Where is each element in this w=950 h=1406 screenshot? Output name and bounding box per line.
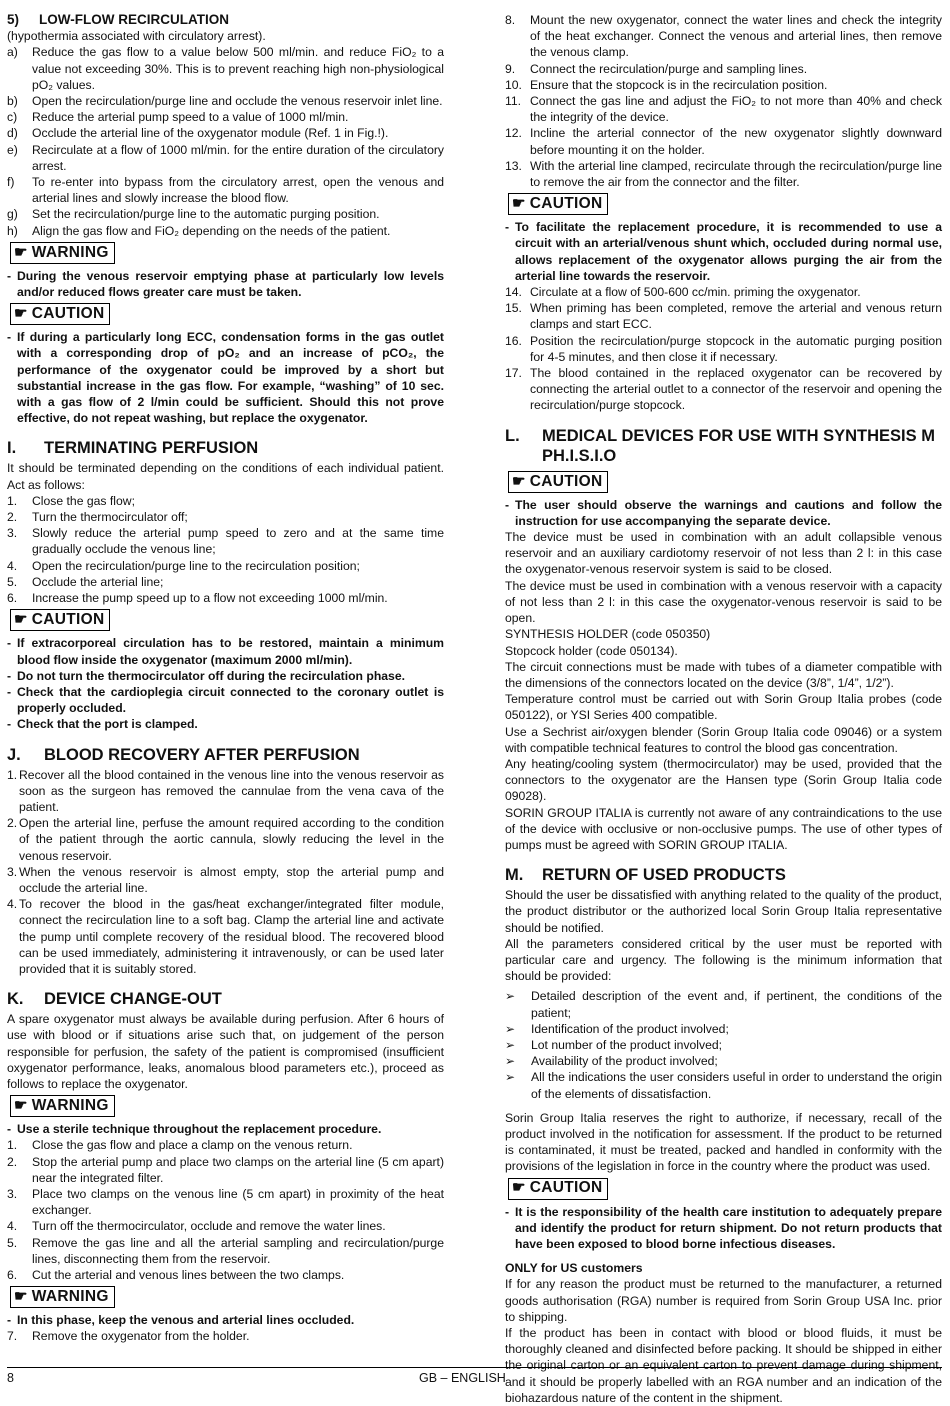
list-item-label: 3. [7, 1186, 18, 1201]
paragraph: Use a Sechrist air/oxygen blender (Sorin Group Italia code 09046) or a system with compatible technical features to control the blood gas concentration. [505, 724, 942, 755]
list-item [7, 174, 444, 206]
dash-marker: - [7, 717, 12, 732]
section-title: LOW-FLOW RECIRCULATION [39, 12, 229, 27]
notice-text: If during a particularly long ECC, condensation forms in the gas outlet with a corresponding drop of pO₂ and an increase of pCO₂, the performance of the oxygenator could be improved by a short but substantial increase in the gas flow. For example, “washing” of 10 sec. with a gas flow of 2 l/min could be sufficient. Should this not prove effective, do not repeat washing, but replace the oxygenator. [17, 330, 444, 426]
list-item-label: 15. [505, 301, 522, 316]
notice-text: During the venous reservoir emptying phase at particularly low levels and/or reduced flows greater care must be taken. [17, 268, 444, 300]
caution-badge [10, 609, 110, 631]
list-item [7, 558, 444, 574]
paragraph: The circuit connections must be made with tubes of a diameter compatible with the dimensions of the connectors located on the device (3/8”, 1/4”, 1/2”). [505, 659, 942, 690]
paragraph: Any heating/cooling system (thermocirculator) may be used, provided that the connectors to the oxygenator are the Hansen type (Sorin Group Italia code 09028). [505, 756, 942, 804]
right-column [505, 12, 942, 1406]
paragraph: SYNTHESIS HOLDER (code 050350) [505, 627, 711, 642]
notice-item [7, 635, 444, 667]
list-item [505, 365, 942, 414]
list-item-text: Occlude the arterial line of the oxygenator module (Ref. 1 in Fig.!). [32, 126, 389, 141]
list-item-label: 1. [7, 767, 18, 782]
list-item-text: Stop the arterial pump and place two clamps on the arterial line (5 cm apart) near the integrated filter. [32, 1154, 444, 1185]
list-item-text: Incline the arterial connector of the new oxygenator slightly downward before mounting it on the holder. [530, 126, 942, 157]
notice-text: The user should observe the warnings and cautions and follow the instruction for use accompanying the separate device. [515, 497, 942, 528]
section-letter: M. [505, 866, 524, 885]
caution-badge [508, 193, 608, 215]
notice-item [7, 716, 444, 732]
caution-badge [10, 303, 110, 325]
list-item [7, 1328, 444, 1344]
list-item-label: 3. [7, 526, 18, 541]
list-item [7, 590, 444, 606]
list-item [7, 44, 444, 93]
list-item-text: Connect the recirculation/purge and sampling lines. [530, 61, 808, 76]
section-title: DEVICE CHANGE-OUT [44, 990, 222, 1009]
arrow-bullet-icon: ➢ [505, 1021, 516, 1036]
warning-badge [10, 242, 115, 264]
caution-label: CAUTION [31, 611, 105, 629]
list-item-label: c) [7, 110, 18, 125]
list-item [7, 223, 444, 239]
list-item-label: 6. [7, 1268, 18, 1282]
list-item-text: Position the recirculation/purge stopcock in the automatic purging position for 4-5 minutes, and then close it if necessary. [530, 333, 942, 364]
list-item-label: 4. [7, 1219, 18, 1234]
section-heading-5 [7, 12, 444, 28]
list-item-label: e) [7, 142, 18, 157]
arrow-bullet-icon: ➢ [505, 1054, 516, 1069]
section-subtitle: (hypothermia associated with circulatory arrest). [7, 29, 266, 44]
bullet-item [505, 1069, 942, 1101]
list-item-text: Mount the new oxygenator, connect the water lines and check the integrity of the heat exchanger. Connect the venous and arterial lines, then remove the venous clamp. [530, 13, 942, 60]
list-item [505, 300, 942, 332]
notice-item [7, 684, 444, 716]
list-item-text: Close the gas flow; [32, 493, 135, 508]
bullet-text: Lot number of the product involved; [531, 1037, 723, 1052]
list-item [7, 93, 444, 109]
dash-marker: - [505, 220, 510, 235]
notice-text: In this phase, keep the venous and arterial lines occluded. [17, 1313, 355, 1328]
list-item [7, 767, 444, 816]
list-item [7, 1235, 444, 1267]
caution-badge [508, 471, 608, 493]
list-item [7, 1137, 444, 1153]
pointing-hand-icon: ☛ [14, 305, 28, 323]
list-item [505, 77, 942, 93]
pointing-hand-icon: ☛ [512, 1179, 526, 1197]
list-item-label: 5. [7, 1235, 18, 1250]
notice-text: To facilitate the replacement procedure, it is recommended to use a circuit with an arterial/venous shunt which, occluded during normal use, allows replacement of the oxygenator allows purging the air from the arterial line towards the reservoir. [515, 220, 942, 283]
list-item-label: 3. [7, 864, 18, 879]
bullet-item [505, 1037, 942, 1053]
page-footer [7, 1367, 942, 1389]
dash-marker: - [7, 330, 12, 345]
us-heading: ONLY for US customers [505, 1261, 643, 1276]
bullet-item [505, 1021, 942, 1037]
section-heading-j [7, 745, 444, 765]
section-heading-m [505, 865, 942, 885]
list-item [7, 815, 444, 864]
list-item-text: With the arterial line clamped, recirculate through the recirculation/purge line to remove the air from the connector and the filter. [530, 158, 942, 190]
paragraph: All the parameters considered critical by the user must be reported with particular care and urgency. The following is the minimum information that should be provided: [505, 936, 942, 984]
pointing-hand-icon: ☛ [14, 1097, 28, 1115]
paragraph: Sorin Group Italia reserves the right to authorize, if necessary, recall of the product involved in the notification for assessment. If the product to be returned is contaminated, it must be treated, packed and handled in conformity with the provisions of the legislation in force in the country where the product was used. [505, 1110, 942, 1174]
list-item [7, 1267, 444, 1283]
notice-item [505, 497, 942, 529]
list-item-label: 2. [7, 510, 18, 525]
list-item-label: 14. [505, 285, 522, 300]
list-item-label: 7. [7, 1329, 18, 1344]
list-item-label: a) [7, 45, 18, 60]
paragraph: It should be terminated depending on the conditions of each individual patient. Act as follows: [7, 461, 444, 492]
list-item [7, 1154, 444, 1186]
caution-label: CAUTION [529, 195, 603, 213]
warning-badge [10, 1286, 115, 1308]
notice-item [505, 219, 942, 284]
list-item-text: Remove the gas line and all the arterial sampling and recirculation/purge lines, disconnecting them from the reservoir. [32, 1235, 444, 1266]
list-item [7, 509, 444, 525]
warning-label: WARNING [31, 1097, 109, 1115]
notice-text: Check that the cardioplegia circuit connected to the coronary outlet is properly occluded. [17, 684, 444, 716]
list-item-text: Recover all the blood contained in the venous line into the venous reservoir as soon as the surgeon has removed the cannulae from the vena cava of the patient. [19, 767, 444, 814]
notice-item [7, 268, 444, 300]
list-item-text: Circulate at a flow of 500-600 cc/min. priming the oxygenator. [530, 285, 861, 300]
list-item [7, 574, 444, 590]
list-item-text: Ensure that the stopcock is in the recirculation position. [530, 77, 828, 92]
list-item-text: Open the arterial line, perfuse the amount required according to the condition of the patient through the aortic cannula, slowly reducing the level in the venous reservoir. [19, 816, 444, 863]
list-item-text: To re-enter into bypass from the circulatory arrest, open the venous and arterial lines and slowly increase the blood flow. [32, 175, 444, 206]
list-item-label: 17. [505, 366, 522, 381]
notice-item [7, 668, 444, 684]
list-item-text: Close the gas flow and place a clamp on the venous return. [32, 1138, 353, 1153]
notice-text: Use a sterile technique throughout the replacement procedure. [17, 1122, 382, 1137]
list-item-text: Cut the arterial and venous lines between the two clamps. [32, 1268, 345, 1282]
list-item-label: 10. [505, 77, 522, 92]
list-item-text: Align the gas flow and FiO₂ depending on the needs of the patient. [32, 223, 391, 238]
list-item-text: Turn the thermocirculator off; [32, 510, 188, 525]
footer-language: GB – ENGLISH [419, 1371, 506, 1385]
page-number: 8 [7, 1371, 14, 1385]
section-title: TERMINATING PERFUSION [44, 439, 259, 458]
list-item-text: When priming has been completed, remove the arterial and venous return clamps and start ECC. [530, 301, 942, 332]
pointing-hand-icon: ☛ [512, 472, 526, 490]
notice-item [505, 1204, 942, 1253]
list-item [7, 1218, 444, 1234]
list-item-label: 9. [505, 61, 516, 76]
list-item-label: 1. [7, 493, 18, 508]
list-item-label: 4. [7, 897, 18, 912]
dash-marker: - [505, 1204, 510, 1219]
dash-marker: - [7, 268, 12, 283]
paragraph: If for any reason the product must be returned to the manufacturer, a returned goods authorisation (RGA) number is required from Sorin Group USA Inc. prior to shipping. [505, 1277, 942, 1324]
arrow-bullet-icon: ➢ [505, 989, 516, 1004]
caution-badge [508, 1178, 608, 1200]
arrow-bullet-icon: ➢ [505, 1037, 516, 1052]
list-item-text: Reduce the arterial pump speed to a value of 1000 ml/min. [32, 110, 349, 125]
dash-marker: - [7, 668, 12, 683]
notice-item [7, 329, 444, 426]
list-item [7, 493, 444, 509]
section-heading-l [505, 426, 942, 466]
arrow-bullet-icon: ➢ [505, 1070, 516, 1085]
paragraph: Stopcock holder (code 050134). [505, 643, 678, 658]
list-item-label: 2. [7, 1154, 18, 1169]
list-item [7, 109, 444, 125]
section-title: BLOOD RECOVERY AFTER PERFUSION [44, 745, 360, 764]
paragraph: A spare oxygenator must always be available during perfusion. After 6 hours of use with blood or if situations arise such that, on judgement of the person responsible for perfusion, the safety of the patient is compromised (insufficient oxygenator performance, leaks, anomalous blood parameters etc.), proceed as follows to replace the oxygenator. [7, 1012, 444, 1091]
list-item-text: Occlude the arterial line; [32, 574, 164, 589]
list-item [505, 333, 942, 365]
caution-label: CAUTION [31, 305, 105, 323]
list-item [7, 125, 444, 141]
list-item-label: b) [7, 94, 18, 109]
dash-marker: - [7, 1122, 12, 1137]
list-item-text: Open the recirculation/purge line and occlude the venous reservoir inlet line. [32, 94, 443, 109]
bullet-item [505, 1053, 942, 1069]
bullet-text: Detailed description of the event and, if pertinent, the conditions of the patient; [531, 989, 942, 1020]
caution-label: CAUTION [529, 1179, 603, 1197]
warning-badge [10, 1095, 115, 1117]
pointing-hand-icon: ☛ [14, 1288, 28, 1306]
paragraph: The device must be used in combination with an adult collapsible venous reservoir and an auxiliary cardiotomy reservoir of not less than 2 l: in this case the oxygenator-venous reservoir system is said to be closed. [505, 530, 942, 577]
notice-text: Check that the port is clamped. [17, 717, 198, 732]
list-item-text: Open the recirculation/purge line to the recirculation position; [32, 558, 360, 573]
bullet-text: All the indications the user considers useful in order to understand the origin of the elements of dissatisfaction. [531, 1070, 942, 1101]
paragraph: SORIN GROUP ITALIA is currently not aware of any contraindications to the use of the device with occlusive or non-occlusive pumps. The use of other types of pumps must be agreed with SORIN GROUP ITALIA. [505, 805, 942, 852]
notice-item [7, 1121, 444, 1137]
paragraph: If the product has been in contact with blood or blood fluids, it must be thoroughly cleaned and disinfected before packing. It should be shipped in either the original carton or an equivalent carton to prevent damage during shipment, and it should be properly labelled with an RGA number and an indication of the biohazardous nature of the content in the shipment. [505, 1326, 942, 1405]
list-item-label: h) [7, 223, 18, 238]
dash-marker: - [7, 1313, 12, 1328]
list-item-label: 6. [7, 591, 18, 606]
section-title: MEDICAL DEVICES FOR USE WITH SYNTHESIS M PH.I.S.I.O [542, 426, 935, 465]
list-item-text: The blood contained in the replaced oxygenator can be recovered by connecting the arterial outlet to a connector of the reservoir and opening the recirculation/purge stopcock. [530, 366, 942, 413]
list-item-label: 4. [7, 558, 18, 573]
paragraph: Should the user be dissatisfied with anything related to the quality of the product, the product distributor or the authorized local Sorin Group Italia representative should be notified. [505, 888, 942, 935]
notice-text: Do not turn the thermocirculator off during the recirculation phase. [17, 668, 405, 683]
list-item [505, 284, 942, 300]
list-item [7, 206, 444, 222]
list-item-label: 2. [7, 816, 18, 831]
list-item [7, 896, 444, 977]
dash-marker: - [505, 497, 510, 512]
list-item-label: d) [7, 126, 18, 141]
list-item-label: 8. [505, 13, 516, 27]
list-item-text: When the venous reservoir is almost empty, stop the arterial pump and occlude the arterial line. [19, 864, 444, 895]
section-title: RETURN OF USED PRODUCTS [542, 866, 786, 885]
warning-label: WARNING [31, 243, 109, 261]
list-item [7, 142, 444, 174]
list-item-label: f) [7, 175, 15, 190]
list-item [505, 12, 942, 61]
section-heading-i [7, 438, 444, 458]
pointing-hand-icon: ☛ [14, 243, 28, 261]
pointing-hand-icon: ☛ [512, 195, 526, 213]
bullet-text: Identification of the product involved; [531, 1021, 729, 1036]
caution-label: CAUTION [529, 472, 603, 490]
bullet-item [505, 988, 942, 1020]
section-letter: L. [505, 426, 520, 445]
left-column [7, 12, 444, 1345]
list-item-label: 13. [505, 158, 522, 173]
list-item-text: Place two clamps on the venous line (5 cm apart) in proximity of the heat exchanger. [32, 1186, 444, 1218]
list-item [505, 125, 942, 157]
list-item-text: Reduce the gas flow to a value below 500 ml/min. and reduce FiO₂ to a value not exceeding 30%. This is to prevent reaching high non-physiological pO₂ values. [32, 45, 444, 92]
list-item-label: 1. [7, 1138, 18, 1153]
section-heading-k [7, 989, 444, 1009]
list-item-text: Remove the oxygenator from the holder. [32, 1329, 250, 1344]
notice-text: If extracorporeal circulation has to be restored, maintain a minimum blood flow inside the oxygenator (maximum 2000 ml/min). [17, 636, 444, 667]
list-item [7, 864, 444, 896]
dash-marker: - [7, 636, 12, 651]
list-item-label: g) [7, 207, 18, 222]
list-item-text: Recirculate at a flow of 1000 ml/min. for the entire duration of the circulatory arrest. [32, 142, 444, 173]
list-item-label: 5. [7, 574, 18, 589]
warning-label: WARNING [31, 1288, 109, 1306]
list-item-text: To recover the blood in the gas/heat exchanger/integrated filter module, connect the recirculation line to a soft bag. Clamp the arterial line and activate the pump until complete recovery of the residual blood. The recovered blood can be used immediately, administering it intravenously, or can be used later provided that it is suitably stored. [19, 897, 444, 976]
list-item-text: Slowly reduce the arterial pump speed to zero and at the same time gradually occlude the venous line; [32, 526, 444, 557]
list-item-text: Increase the pump speed up to a flow not exceeding 1000 ml/min. [32, 591, 388, 606]
notice-item [7, 1312, 444, 1328]
list-item [505, 61, 942, 77]
list-item [7, 1186, 444, 1218]
list-item-text: Connect the gas line and adjust the FiO₂ to not more than 40% and check the integrity of the device. [530, 94, 942, 125]
list-item-text: Turn off the thermocirculator, occlude and remove the water lines. [32, 1219, 386, 1234]
list-item-label: 16. [505, 333, 522, 348]
paragraph: The device must be used in combination with a venous reservoir with a capacity of not less than 2 l: in this case the oxygenator-venous reservoir is said to be open. [505, 578, 942, 626]
paragraph: Temperature control must be carried out with Sorin Group Italia probes (code 050122), or YSI Series 400 compatible. [505, 692, 942, 723]
section-letter: I. [7, 439, 17, 458]
list-item-text: Set the recirculation/purge line to the automatic purging position. [32, 207, 380, 222]
notice-text: It is the responsibility of the health care institution to adequately prepare and identify the product for return shipment. Do not return products that have been exposed to blood borne infectious diseases. [515, 1204, 942, 1251]
list-item-label: 12. [505, 126, 522, 141]
bullet-text: Availability of the product involved; [531, 1054, 718, 1069]
section-letter: J. [7, 745, 21, 764]
pointing-hand-icon: ☛ [14, 611, 28, 629]
dash-marker: - [7, 684, 12, 699]
section-number: 5) [7, 12, 20, 27]
section-letter: K. [7, 990, 24, 1009]
list-item [505, 158, 942, 190]
list-item [505, 93, 942, 125]
list-item [7, 525, 444, 557]
list-item-label: 11. [505, 94, 522, 109]
